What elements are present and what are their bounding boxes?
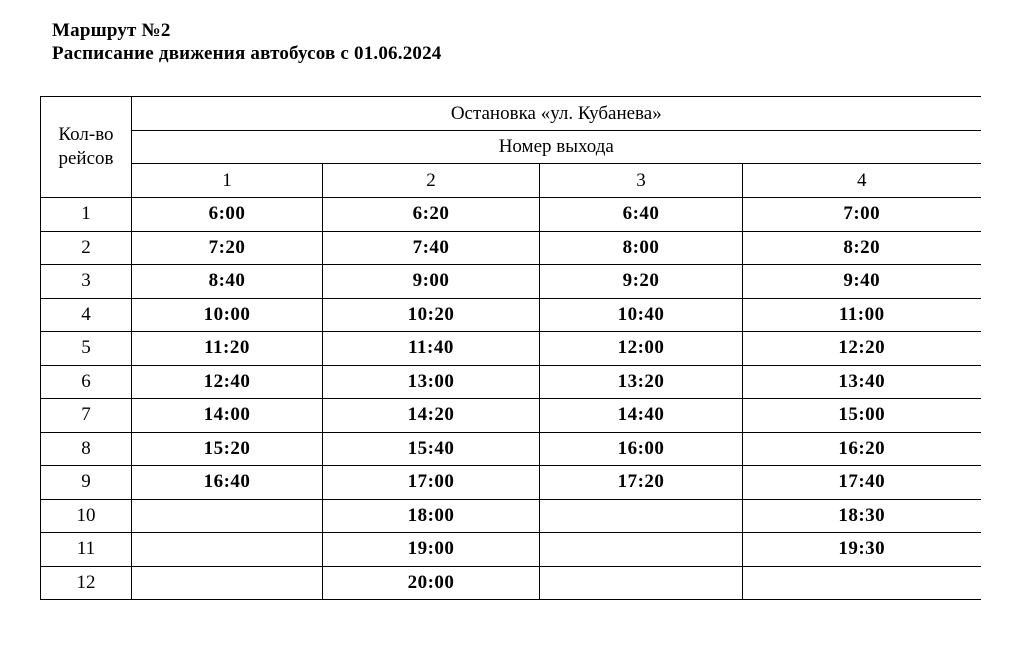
departure-time: 13:40	[743, 365, 981, 399]
route-title: Маршрут №2	[52, 20, 171, 41]
trip-number: 11	[41, 533, 132, 567]
trips-count-header: Кол-во рейсов	[41, 97, 132, 198]
exit-number-header: Номер выхода	[132, 131, 981, 164]
departure-time: 14:40	[540, 399, 743, 433]
trip-number: 6	[41, 365, 132, 399]
table-row	[41, 231, 981, 265]
departure-time: 16:20	[743, 432, 981, 466]
trip-number: 7	[41, 399, 132, 433]
exit-numbers-row	[41, 164, 981, 198]
trip-number: 1	[41, 198, 132, 232]
departure-time: 6:40	[540, 198, 743, 232]
exit-number: 3	[540, 164, 743, 198]
trip-number: 9	[41, 466, 132, 500]
departure-time: 9:20	[540, 265, 743, 299]
departure-time: 16:00	[540, 432, 743, 466]
departure-time: 15:40	[323, 432, 540, 466]
table-row	[41, 566, 981, 600]
departure-time: 20:00	[323, 566, 540, 600]
departure-time	[132, 499, 323, 533]
table-row	[41, 432, 981, 466]
departure-time: 17:00	[323, 466, 540, 500]
departure-time: 8:20	[743, 231, 981, 265]
departure-time: 15:20	[132, 432, 323, 466]
departure-time: 7:00	[743, 198, 981, 232]
departure-time: 8:40	[132, 265, 323, 299]
exit-number: 1	[132, 164, 323, 198]
document-title	[52, 19, 442, 65]
table-row	[41, 499, 981, 533]
table-row	[41, 198, 981, 232]
departure-time: 7:20	[132, 231, 323, 265]
table-row	[41, 466, 981, 500]
departure-time: 11:00	[743, 298, 981, 332]
table-row	[41, 533, 981, 567]
schedule-subtitle: Расписание движения автобусов с 01.06.2024	[52, 43, 442, 64]
trip-number: 8	[41, 432, 132, 466]
stop-name-header: Остановка «ул. Кубанева»	[132, 97, 981, 131]
trip-number: 3	[41, 265, 132, 299]
departure-time: 18:30	[743, 499, 981, 533]
exit-number: 2	[323, 164, 540, 198]
departure-time: 15:00	[743, 399, 981, 433]
departure-time: 10:00	[132, 298, 323, 332]
departure-time	[540, 499, 743, 533]
departure-time: 7:40	[323, 231, 540, 265]
table-row	[41, 365, 981, 399]
departure-time: 10:20	[323, 298, 540, 332]
departure-time: 13:00	[323, 365, 540, 399]
trip-number: 12	[41, 566, 132, 600]
schedule-table	[40, 96, 981, 600]
departure-time: 18:00	[323, 499, 540, 533]
departure-time: 11:20	[132, 332, 323, 366]
exit-number: 4	[743, 164, 981, 198]
departure-time: 19:30	[743, 533, 981, 567]
trip-number: 2	[41, 231, 132, 265]
departure-time	[743, 566, 981, 600]
departure-time: 17:20	[540, 466, 743, 500]
table-row	[41, 265, 981, 299]
departure-time	[540, 566, 743, 600]
departure-time: 11:40	[323, 332, 540, 366]
departure-time: 12:20	[743, 332, 981, 366]
departure-time: 16:40	[132, 466, 323, 500]
trip-number: 10	[41, 499, 132, 533]
trip-number: 4	[41, 298, 132, 332]
table-row	[41, 298, 981, 332]
departure-time: 14:00	[132, 399, 323, 433]
departure-time: 9:40	[743, 265, 981, 299]
trip-number: 5	[41, 332, 132, 366]
departure-time: 6:00	[132, 198, 323, 232]
departure-time: 6:20	[323, 198, 540, 232]
table-row	[41, 332, 981, 366]
departure-time: 19:00	[323, 533, 540, 567]
departure-time: 17:40	[743, 466, 981, 500]
departure-time: 10:40	[540, 298, 743, 332]
departure-time: 12:00	[540, 332, 743, 366]
departure-time: 9:00	[323, 265, 540, 299]
schedule-body	[41, 198, 981, 600]
departure-time	[132, 566, 323, 600]
departure-time	[132, 533, 323, 567]
departure-time	[540, 533, 743, 567]
table-row	[41, 399, 981, 433]
departure-time: 8:00	[540, 231, 743, 265]
departure-time: 14:20	[323, 399, 540, 433]
departure-time: 12:40	[132, 365, 323, 399]
departure-time: 13:20	[540, 365, 743, 399]
